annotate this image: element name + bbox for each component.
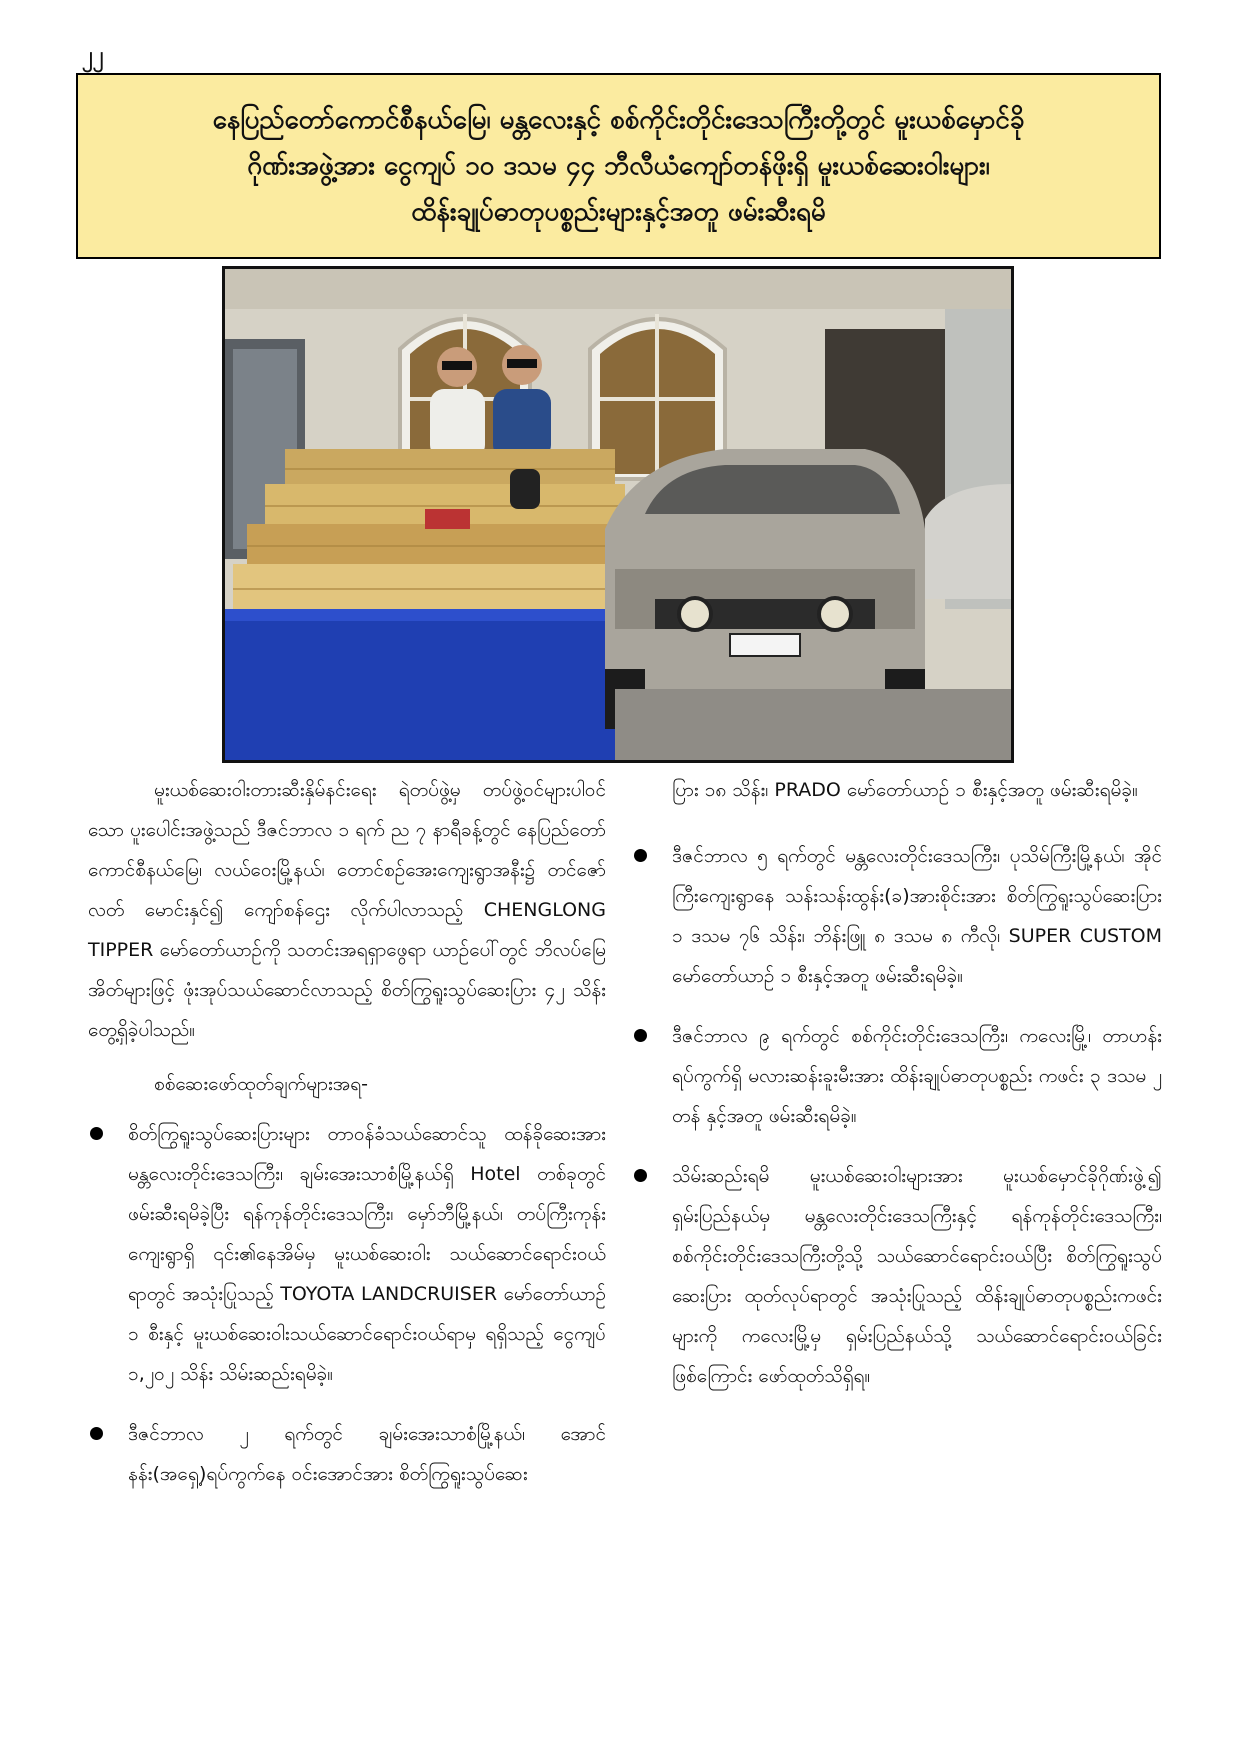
findings-list-left	[88, 1114, 606, 1494]
bullet-icon	[90, 1427, 103, 1440]
headline-line-2: ဂိုဏ်းအဖွဲ့အား ငွေကျပ် ၁၀ ဒသမ ၄၄ ဘီလီယံကျော်တန်ဖိုးရှိ မူးယစ်ဆေးဝါးများ၊	[247, 151, 990, 181]
bullet-icon	[90, 1127, 103, 1140]
list-item	[632, 836, 1162, 996]
list-item	[88, 1114, 606, 1394]
bullet-icon	[634, 1029, 647, 1042]
headline-line-3: ထိန်းချုပ်ဓာတုပစ္စည်းများနှင့်အတူ ဖမ်းဆီးရမိ	[411, 197, 826, 227]
bullet-icon	[634, 849, 647, 862]
list-item	[88, 1414, 606, 1494]
headline-line-1: နေပြည်တော်ကောင်စီနယ်မြေ၊ မန္တလေးနှင့် စစ်ကိုင်းတိုင်းဒေသကြီးတို့တွင် မူးယစ်မှောင်ခို	[212, 105, 1025, 135]
bullet-text: စိတ်ကြွရူးသွပ်ဆေးပြားများ တာဝန်ခံသယ်ဆောင်သူ ထန်ခိုဆေးအား မန္တလေးတိုင်းဒေသကြီး၊ ချမ်းအေးသာစံမြို့နယ်ရှိ Hotel တစ်ခုတွင် ဖမ်းဆီးရမိခဲ့ပြီး ရန်ကုန်တိုင်းဒေသကြီး၊ မှော်ဘီမြို့နယ်၊ တပ်ကြီးကုန်းကျေးရွာရှိ ၎င်း၏နေအိမ်မှ မူးယစ်ဆေးဝါး သယ်ဆောင်ရောင်းဝယ်ရာတွင် အသုံးပြုသည့် TOYOTA LANDCRUISER မော်တော်ယာဉ် ၁ စီးနှင့် မူးယစ်ဆေးဝါးသယ်ဆောင်ရောင်းဝယ်ရာမှ ရရှိသည့် ငွေကျပ် ၁,၂၀၂ သိန်း သိမ်းဆည်းရမိခဲ့။	[128, 1123, 606, 1385]
news-photo-illustration	[225, 269, 1011, 760]
bullet-continuation: ပြား ၁၈ သိန်း၊ PRADO မော်တော်ယာဉ် ၁ စီးနှင့်အတူ ဖမ်းဆီးရမိခဲ့။	[672, 779, 1138, 801]
news-photo	[222, 266, 1014, 763]
findings-list-right	[632, 836, 1162, 1396]
bullet-text: ဒီဇင်ဘာလ ၂ ရက်တွင် ချမ်းအေးသာစံမြို့နယ်၊ အောင်နန်း(အရှေ့)ရပ်ကွက်နေ ဝင်းအောင်အား စိတ်ကြွရူးသွပ်ဆေး	[128, 1423, 606, 1485]
bullet-text: ဒီဇင်ဘာလ ၅ ရက်တွင် မန္တလေးတိုင်းဒေသကြီး၊ ပုသိမ်ကြီးမြို့နယ်၊ အိုင်ကြီးကျေးရွာနေ သန်းသန်းထွန်း(ခ)အားစိုင်းအား စိတ်ကြွရူးသွပ်ဆေးပြား ၁ ဒသမ ၇၆ သိန်း၊ ဘိန်းဖြူ ၈ ဒသမ ၈ ကီလို၊ SUPER CUSTOM မော်တော်ယာဉ် ၁ စီးနှင့်အတူ ဖမ်းဆီးရမိခဲ့။	[672, 845, 1162, 987]
article-column-right	[632, 770, 1162, 1416]
headline-box	[76, 73, 1161, 259]
list-item	[632, 1016, 1162, 1136]
page-number: ၂၂	[82, 43, 104, 68]
bullet-icon	[634, 1169, 647, 1182]
article-column-left	[88, 770, 606, 1514]
bullet-text: ဒီဇင်ဘာလ ၉ ရက်တွင် စစ်ကိုင်းတိုင်းဒေသကြီး၊ ကလေးမြို့၊ တာဟန်းရပ်ကွက်ရှိ မလားဆန်းခူးမီးအား ထိန်းချုပ်ဓာတုပစ္စည်း ကဖင်း ၃ ဒသမ ၂ တန် နှင့်အတူ ဖမ်းဆီးရမိခဲ့။	[672, 1025, 1162, 1127]
list-item	[632, 1156, 1162, 1396]
article-intro-paragraph: မူးယစ်ဆေးဝါးတားဆီးနှိမ်နင်းရေး ရဲတပ်ဖွဲ့မှ တပ်ဖွဲ့ဝင်များပါဝင်သော ပူးပေါင်းအဖွဲ့သည် ဒီဇင်ဘာလ ၁ ရက် ည ၇ နာရီခန့်တွင် နေပြည်တော်ကောင်စီနယ်မြေ၊ လယ်ဝေးမြို့နယ်၊ တောင်စဉ်အေးကျေးရွာအနီး၌ တင်ဇော်လတ် မောင်းနှင်၍ ကျော်စန်ဌေး လိုက်ပါလာသည့် CHENGLONG TIPPER မော်တော်ယာဉ်ကို သတင်းအရရှာဖွေရာ ယာဉ်ပေါ်တွင် ဘိလပ်မြေအိတ်များဖြင့် ဖုံးအုပ်သယ်ဆောင်လာသည့် စိတ်ကြွရူးသွပ်ဆေးပြား ၄၂ သိန်း တွေ့ရှိခဲ့ပါသည်။	[88, 779, 606, 1041]
bullet-text: သိမ်းဆည်းရမိ မူးယစ်ဆေးဝါးများအား မူးယစ်မှောင်ခိုဂိုဏ်းဖွဲ့၍ ရှမ်းပြည်နယ်မှ မန္တလေးတိုင်းဒေသကြီးနှင့် ရန်ကုန်တိုင်းဒေသကြီး၊ စစ်ကိုင်းတိုင်းဒေသကြီးတို့သို့ သယ်ဆောင်ရောင်းဝယ်ပြီး စိတ်ကြွရူးသွပ်ဆေးပြား ထုတ်လုပ်ရာတွင် အသုံးပြုသည့် ထိန်းချုပ်ဓာတုပစ္စည်းကဖင်းများကို ကလေးမြို့မှ ရှမ်းပြည်နယ်သို့ သယ်ဆောင်ရောင်းဝယ်ခြင်းဖြစ်ကြောင်း ဖော်ထုတ်သိရှိရ။	[672, 1165, 1162, 1387]
findings-heading: စစ်ဆေးဖော်ထုတ်ချက်များအရ-	[154, 1073, 368, 1095]
